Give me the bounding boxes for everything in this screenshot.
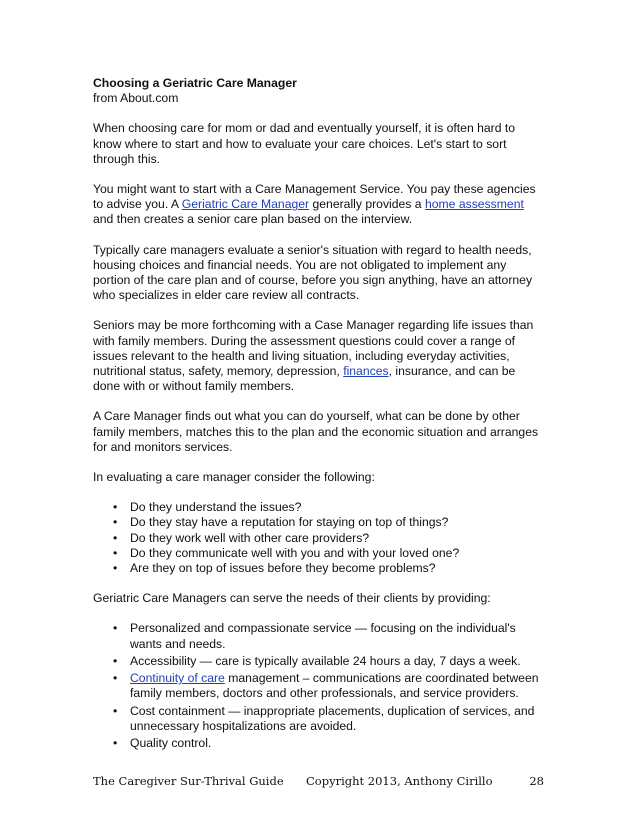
questions-list [93,500,545,576]
paragraph-seniors [93,318,545,394]
article-title: Choosing a Geriatric Care Manager [93,76,297,90]
footer-book-title: The Caregiver Sur-Thrival Guide [93,774,284,788]
p4-text-b: , insurance, and can be done with or without family members. [93,364,516,394]
paragraph-consider: In evaluating a care manager consider the following: [93,470,375,485]
finances-link[interactable]: finances [343,364,389,379]
list-item: • Quality control. [93,736,545,751]
p2-text-b: generally provides a [309,197,425,212]
features-list [93,621,545,751]
article [93,76,545,766]
list-item-text: management – communications are coordinated between family members, doctors and other professionals, and service providers. [130,671,539,701]
continuity-of-care-link[interactable]: Continuity of care [130,671,225,686]
p2-text-a: You might want to start with a Care Management Service. You pay these agencies to advise you. A [93,182,536,212]
article-source: from About.com [93,91,179,106]
footer-copyright: Copyright 2013, Anthony Cirillo [306,774,493,788]
p2-text-c: and then creates a senior care plan based on the interview. [93,212,413,227]
list-item: • Are they on top of issues before they become problems? [93,561,545,576]
list-item: • Personalized and compassionate service — focusing on the individual's wants and needs. [93,621,545,651]
paragraph-services: Geriatric Care Managers can serve the needs of their clients by providing: [93,591,491,606]
list-item: • Accessibility — care is typically available 24 hours a day, 7 days a week. [93,654,545,669]
paragraph-evaluation: Typically care managers evaluate a senior's situation with regard to health needs, housing choices and financial needs. You are not obligated to implement any portion of the care plan and of course, before you sign anything, have an attorney who specializes in elder care review all contracts. [93,242,533,303]
geriatric-care-manager-link[interactable]: Geriatric Care Manager [181,197,310,212]
p4-text-a: Seniors may be more forthcoming with a Case Manager regarding life issues than with family members. During the assessment questions could cover a range of issues relevant to the health and living situation, including everyday activities, nutritional status, safety, memory, depression, [93,318,534,379]
list-item: • Do they communicate well with you and with your loved one? [93,546,545,561]
list-item: • Cost containment — inappropriate placements, duplication of services, and unnecessary hospitalizations are avoided. [93,704,545,734]
list-item: • Do they work well with other care providers? [93,531,545,546]
footer-page-number: 28 [529,774,544,788]
list-item: • Do they understand the issues? [93,500,545,515]
paragraph-intro: When choosing care for mom or dad and eventually yourself, it is often hard to know where to start and how to evaluate your care choices. Let's start to sort through this. [93,121,516,166]
home-assessment-link[interactable]: home assessment [424,197,524,212]
paragraph-care-manager-role: A Care Manager finds out what you can do yourself, what can be done by other family members, matches this to the plan and the economic situation and arranges for and monitors services. [93,409,539,454]
paragraph-care-management [93,182,545,228]
list-item: • Do they stay have a reputation for staying on top of things? [93,515,545,530]
list-item [93,671,545,701]
